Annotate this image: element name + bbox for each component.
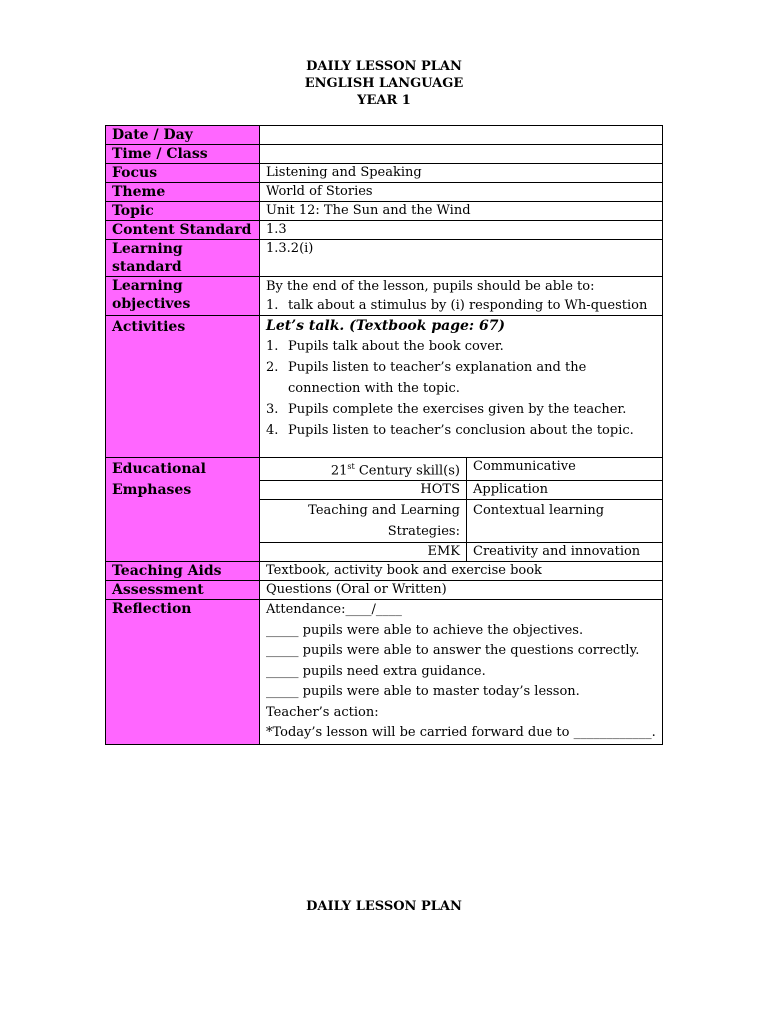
label-line: Educational (112, 461, 206, 477)
item-number: 1. (266, 298, 279, 313)
objectives-intro: By the end of the lesson, pupils should be able to: (266, 279, 595, 294)
row-theme (106, 183, 663, 202)
list-item (266, 399, 656, 420)
label-focus: Focus (106, 164, 260, 183)
list-item: _____ pupils were able to answer the questions correctly. (266, 643, 640, 659)
hots-key: HOTS (260, 481, 467, 500)
table-row (260, 458, 662, 481)
value-content-standard: 1.3 (260, 221, 663, 240)
row-activities (106, 316, 663, 458)
table-row (260, 543, 662, 562)
century-skill-value: Communicative (467, 458, 663, 481)
label-activities: Activities (106, 316, 260, 458)
table-row (260, 500, 662, 543)
item-number: 4. (266, 423, 279, 438)
objectives-list (266, 296, 656, 315)
item-text: Pupils listen to teacher’s explanation and the connection with the topic. (288, 360, 587, 396)
label-educational-emphases (106, 458, 260, 562)
emphases-table (260, 458, 662, 561)
list-item: _____ pupils need extra guidance. (266, 663, 486, 679)
label-assessment: Assessment (106, 581, 260, 600)
label-content-standard: Content Standard (106, 221, 260, 240)
row-learning-standard (106, 240, 663, 277)
row-educational-emphases (106, 458, 663, 562)
label-learning-standard: Learning standard (106, 240, 260, 277)
label-teaching-aids: Teaching Aids (106, 562, 260, 581)
row-focus (106, 164, 663, 183)
label-line: Emphases (112, 482, 192, 498)
row-content-standard (106, 221, 663, 240)
value-assessment: Questions (Oral or Written) (260, 581, 663, 600)
century-skill-suffix: st (347, 462, 355, 471)
century-skill-text: Century skill(s) (354, 463, 460, 479)
label-reflection: Reflection (106, 600, 260, 745)
activities-list (266, 336, 656, 441)
value-teaching-aids: Textbook, activity book and exercise book (260, 562, 663, 581)
value-reflection (260, 600, 663, 745)
list-item (266, 296, 656, 315)
document-header (0, 58, 768, 109)
header-subject: ENGLISH LANGUAGE (304, 76, 464, 91)
emk-key: EMK (260, 543, 467, 562)
hots-value: Application (467, 481, 663, 500)
header-title: DAILY LESSON PLAN (306, 59, 462, 74)
list-item: *Today’s lesson will be carried forward due to ____________. (266, 725, 656, 741)
century-skill-key (260, 458, 467, 481)
item-number: 3. (266, 402, 279, 417)
list-item: Teacher’s action: (266, 704, 379, 720)
value-time-class (260, 145, 663, 164)
table-row (260, 481, 662, 500)
value-topic: Unit 12: The Sun and the Wind (260, 202, 663, 221)
activity-title: Let’s talk. (Textbook page: 67) (266, 318, 506, 334)
value-focus: Listening and Speaking (260, 164, 663, 183)
value-learning-objectives (260, 277, 663, 316)
header-year: YEAR 1 (357, 93, 411, 108)
label-time-class: Time / Class (106, 145, 260, 164)
row-date-day (106, 126, 663, 145)
century-skill-number: 21 (330, 463, 348, 479)
item-number: 1. (266, 339, 279, 354)
list-item: Attendance:____/____ (266, 602, 402, 618)
tls-value: Contextual learning (467, 500, 663, 543)
row-learning-objectives (106, 277, 663, 316)
value-learning-standard: 1.3.2(i) (260, 240, 663, 277)
row-reflection (106, 600, 663, 745)
list-item: _____ pupils were able to master today’s lesson. (266, 684, 580, 700)
list-item (266, 336, 656, 357)
row-teaching-aids (106, 562, 663, 581)
label-theme: Theme (106, 183, 260, 202)
row-time-class (106, 145, 663, 164)
label-topic: Topic (106, 202, 260, 221)
item-text: Pupils complete the exercises given by the teacher. (288, 402, 627, 417)
list-item: _____ pupils were able to achieve the objectives. (266, 622, 584, 638)
value-date-day (260, 126, 663, 145)
label-date-day: Date / Day (106, 126, 260, 145)
lesson-plan-table (105, 125, 663, 745)
value-activities (260, 316, 663, 458)
value-educational-emphases (260, 458, 663, 562)
label-learning-objectives: Learning objectives (106, 277, 260, 316)
item-text: Pupils listen to teacher’s conclusion about the topic. (288, 423, 634, 438)
reflection-list (266, 600, 656, 744)
tls-key: Teaching and Learning Strategies: (260, 500, 467, 543)
list-item (266, 420, 656, 441)
next-page-title: DAILY LESSON PLAN (306, 899, 462, 914)
emk-value: Creativity and innovation (467, 543, 663, 562)
item-text: Pupils talk about the book cover. (288, 339, 504, 354)
row-topic (106, 202, 663, 221)
item-text: talk about a stimulus by (i) responding to Wh-question (288, 298, 648, 313)
list-item (266, 357, 656, 399)
item-number: 2. (266, 360, 279, 375)
row-assessment (106, 581, 663, 600)
value-theme: World of Stories (260, 183, 663, 202)
